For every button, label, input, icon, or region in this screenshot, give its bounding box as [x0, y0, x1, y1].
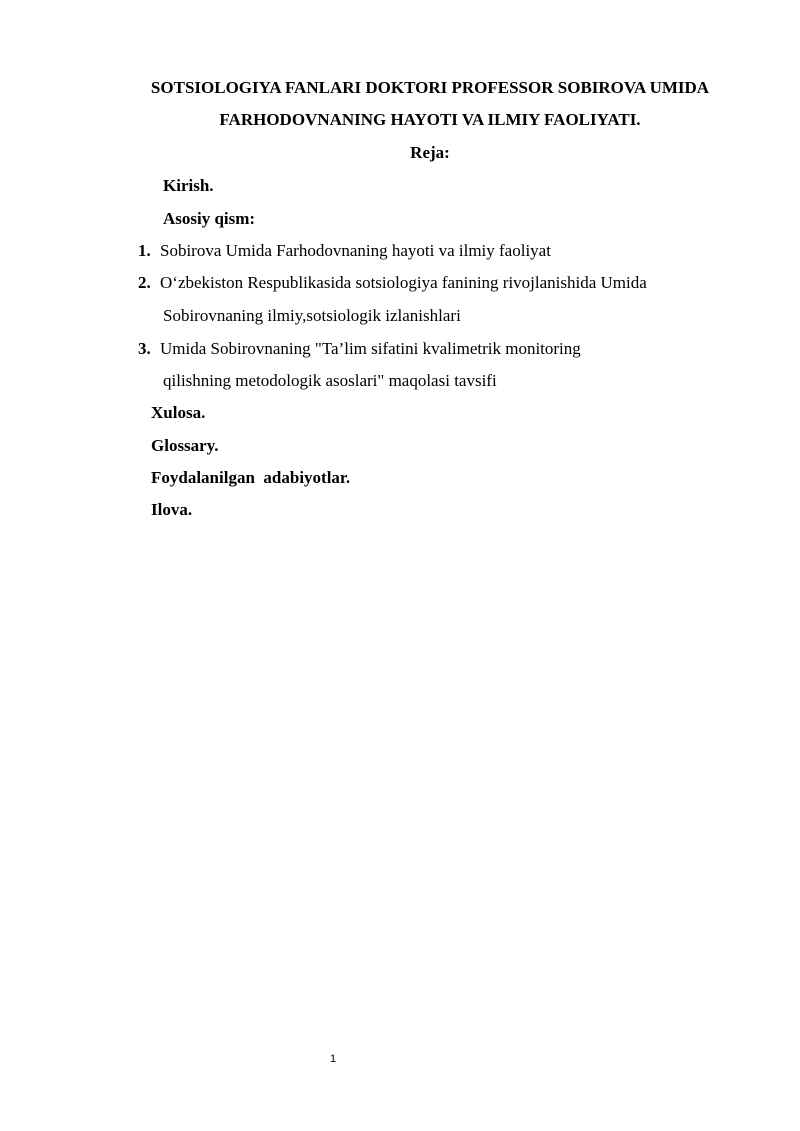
plan-item-2	[138, 273, 647, 293]
main-part-heading: Asosiy qism:	[163, 209, 256, 228]
plan-item-text: Umida Sobirovnaning "Ta’lim sifatini kvalimetrik monitoring	[160, 339, 581, 358]
plan-item-number: 3.	[138, 339, 151, 358]
conclusion-heading: Xulosa.	[151, 403, 206, 422]
document-title-line-2: FARHODOVNANING HAYOTI VA ILMIY FAOLIYATI.	[219, 110, 641, 129]
appendix-heading: Ilova.	[151, 500, 193, 519]
intro-heading: Kirish.	[163, 176, 214, 195]
page-number: 1	[330, 1053, 337, 1065]
plan-item-number: 1.	[138, 241, 151, 260]
plan-item-2-continuation: Sobirovnaning ilmiy,sotsiologik izlanishlari	[163, 306, 461, 325]
plan-item-number: 2.	[138, 273, 151, 292]
plan-heading: Reja:	[410, 143, 450, 162]
plan-item-1	[138, 241, 551, 261]
plan-item-text: O‘zbekiston Respublikasida sotsiologiya fanining rivojlanishida Umida	[160, 273, 647, 292]
plan-item-3	[138, 339, 581, 359]
plan-item-3-continuation: qilishning metodologik asoslari" maqolasi tavsifi	[163, 371, 497, 390]
references-heading: Foydalanilgan adabiyotlar.	[151, 468, 351, 487]
document-title-line-1: SOTSIOLOGIYA FANLARI DOKTORI PROFESSOR SOBIROVA UMIDA	[150, 78, 710, 97]
glossary-heading: Glossary.	[151, 436, 219, 455]
plan-item-text: Sobirova Umida Farhodovnaning hayoti va ilmiy faoliyat	[160, 241, 551, 260]
